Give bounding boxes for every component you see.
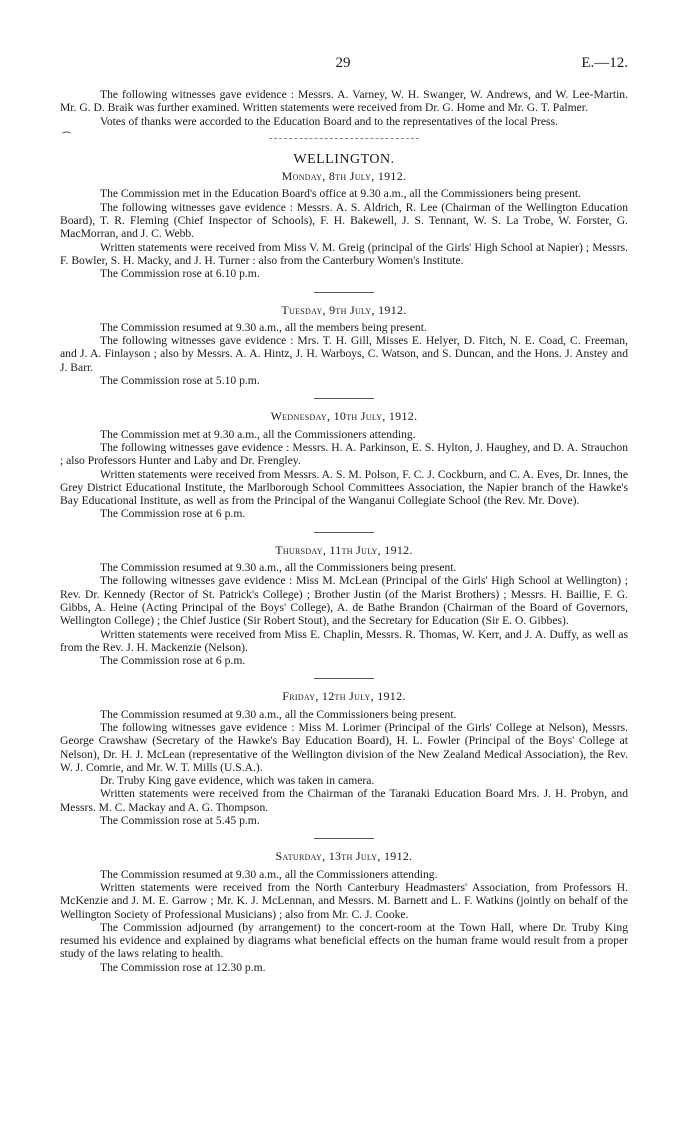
session-date: Tuesday, 9th July, 1912. [281, 302, 407, 317]
session-paragraph: The Commission rose at 6 p.m. [100, 507, 246, 521]
session-paragraph: Written statements were received from the Chairman of the Taranaki Education Board Mrs. J. H. Probyn, and Messrs. M. C. Mackay and A. G. Thompson. [60, 787, 628, 814]
intro-paragraph: Votes of thanks were accorded to the Education Board and to the representatives of the local Press. [100, 114, 558, 128]
page-number: 29 [335, 55, 351, 71]
document-body [60, 88, 628, 974]
session-paragraph: The Commission rose at 6 p.m. [100, 654, 246, 668]
session [60, 304, 628, 388]
session-divider [314, 292, 374, 293]
session-date: Thursday, 11th July, 1912. [275, 542, 413, 557]
session-paragraph: The Commission rose at 6.10 p.m. [100, 267, 260, 281]
session [60, 410, 628, 520]
session-paragraph: Written statements were received from Miss E. Chaplin, Messrs. R. Thomas, W. Kerr, and J. A. Duffy, as well as from the Rev. J. H. Mackenzie (Nelson). [60, 627, 628, 654]
session-paragraph: Written statements were received from Messrs. A. S. M. Polson, F. C. J. Cockburn, and C. A. Eves, Dr. Innes, the Grey District Educational Institute, the Marlborough School Committees Association, the Napier branch of the Hawke's Bay Educational Institute, as well as from the Principal of the Wanganui Collegiate School (the Rev. Mr. Dove). [60, 467, 628, 508]
session [60, 544, 628, 668]
session-paragraph: The Commission resumed at 9.30 a.m., all the Commissioners attending. [100, 867, 438, 881]
session-paragraph: The Commission rose at 5.45 p.m. [100, 814, 260, 828]
session-paragraph: The Commission resumed at 9.30 a.m., all the Commissioners being present. [100, 707, 457, 721]
session-divider [314, 838, 374, 839]
session [60, 850, 628, 974]
session-paragraph: The Commission met at 9.30 a.m., all the Commissioners attending. [100, 427, 416, 441]
session-paragraph: The following witnesses gave evidence : Miss M. Lorimer (Principal of the Girls' College at Nelson), Messrs. George Crawshaw (Secretary of the Hawke's Bay Education Board), H. L. Fowler (Principal of the Boys' College at Nelson), Dr. H. J. McLean (representative of the Wellington division of the New Zealand Medical Association), the Rev. W. J. Comrie, and Mr. W. T. Mills (U.S.A.). [60, 720, 628, 774]
session-divider [314, 678, 374, 679]
session [60, 170, 628, 280]
session-paragraph: The following witnesses gave evidence : Messrs. A. S. Aldrich, R. Lee (Chairman of the Wellington Education Board), T. R. Fleming (Chief Inspector of Schools), F. H. Bakewell, J. S. Tennant, W. S. La Trobe, W. Forster, G. MacMorran, and J. C. Webb. [60, 200, 628, 241]
session-paragraph: Written statements were received from Miss V. M. Greig (principal of the Girls' High School at Napier) ; Messrs. F. Bowler, S. H. Macky, and J. H. Turner : also from the Canterbury Women's Institute. [60, 240, 628, 267]
place-heading: WELLINGTON. [293, 151, 395, 167]
document-reference: E.—12. [581, 55, 628, 71]
session-paragraph: The following witnesses gave evidence : Miss M. McLean (Principal of the Girls' High School at Wellington) ; Rev. Dr. Kennedy (Rector of St. Patrick's College) ; Brother Justin (of the Marist Brothers) ; Messrs. H. Baillie, F. G. Gibbs, A. Heine (Acting Principal of the Boys' College), A. de Bathe Brandon (Chairman of the Board of Governors, Wellington College) ; the Chief Justice (Sir Robert Stout), and the Secretary for Education (Sir E. O. Gibbes). [60, 574, 628, 628]
session-paragraph: The Commission resumed at 9.30 a.m., all the Commissioners being present. [100, 561, 457, 575]
session-paragraph: The Commission rose at 5.10 p.m. [100, 374, 260, 388]
session-paragraph: The Commission met in the Education Board's office at 9.30 a.m., all the Commissioners being present. [100, 187, 581, 201]
session-divider [314, 398, 374, 399]
page-header [58, 55, 628, 75]
session-date: Monday, 8th July, 1912. [281, 169, 407, 184]
session [60, 690, 628, 827]
session-paragraph: Written statements were received from the North Canterbury Headmasters' Association, from Professors H. McKenzie and J. M. E. Garrow ; Mr. K. J. McLennan, and Messrs. M. Barnett and L. F. Watkins (jointly on behalf of the Wellington Society of Professional Musicians) ; also from Mr. C. J. Cooke. [60, 880, 628, 921]
intro-paragraph: The following witnesses gave evidence : Messrs. A. Varney, W. H. Swanger, W. Andrews, and W. Lee-Martin. Mr. G. D. Braik was further examined. Written statements were received from Dr. G. Home and Mr. G. T. Palmer. [60, 88, 628, 115]
section-divider [269, 138, 419, 139]
session-paragraph: Dr. Truby King gave evidence, which was taken in camera. [100, 774, 375, 788]
session-paragraph: The Commission adjourned (by arrangement) to the concert-room at the Town Hall, where Dr. Truby King resumed his evidence and explained by diagrams what beneficial effects on the human frame would result from a proper study of the laws relating to health. [60, 920, 628, 961]
session-paragraph: The following witnesses gave evidence : Mrs. T. H. Gill, Misses E. Helyer, D. Fitch, N. E. Coad, C. Freeman, and J. A. Finlayson ; also by Messrs. A. A. Hintz, J. H. Warboys, C. Watson, and S. Duncan, and the Hons. J. Anstey and J. Barr. [60, 334, 628, 374]
session-date: Wednesday, 10th July, 1912. [270, 409, 418, 424]
session-paragraph: The following witnesses gave evidence : Messrs. H. A. Parkinson, E. S. Hylton, J. Haughey, and D. A. Strauchon ; also Professors Hunter and Laby and Dr. Frengley. [60, 440, 628, 468]
session-date: Friday, 12th July, 1912. [282, 689, 406, 704]
margin-mark: ⁀ [62, 133, 71, 145]
session-paragraph: The Commission rose at 12.30 p.m. [100, 960, 266, 974]
session-paragraph: The Commission resumed at 9.30 a.m., all the members being present. [100, 320, 427, 334]
session-divider [314, 532, 374, 533]
session-date: Saturday, 13th July, 1912. [275, 849, 413, 864]
